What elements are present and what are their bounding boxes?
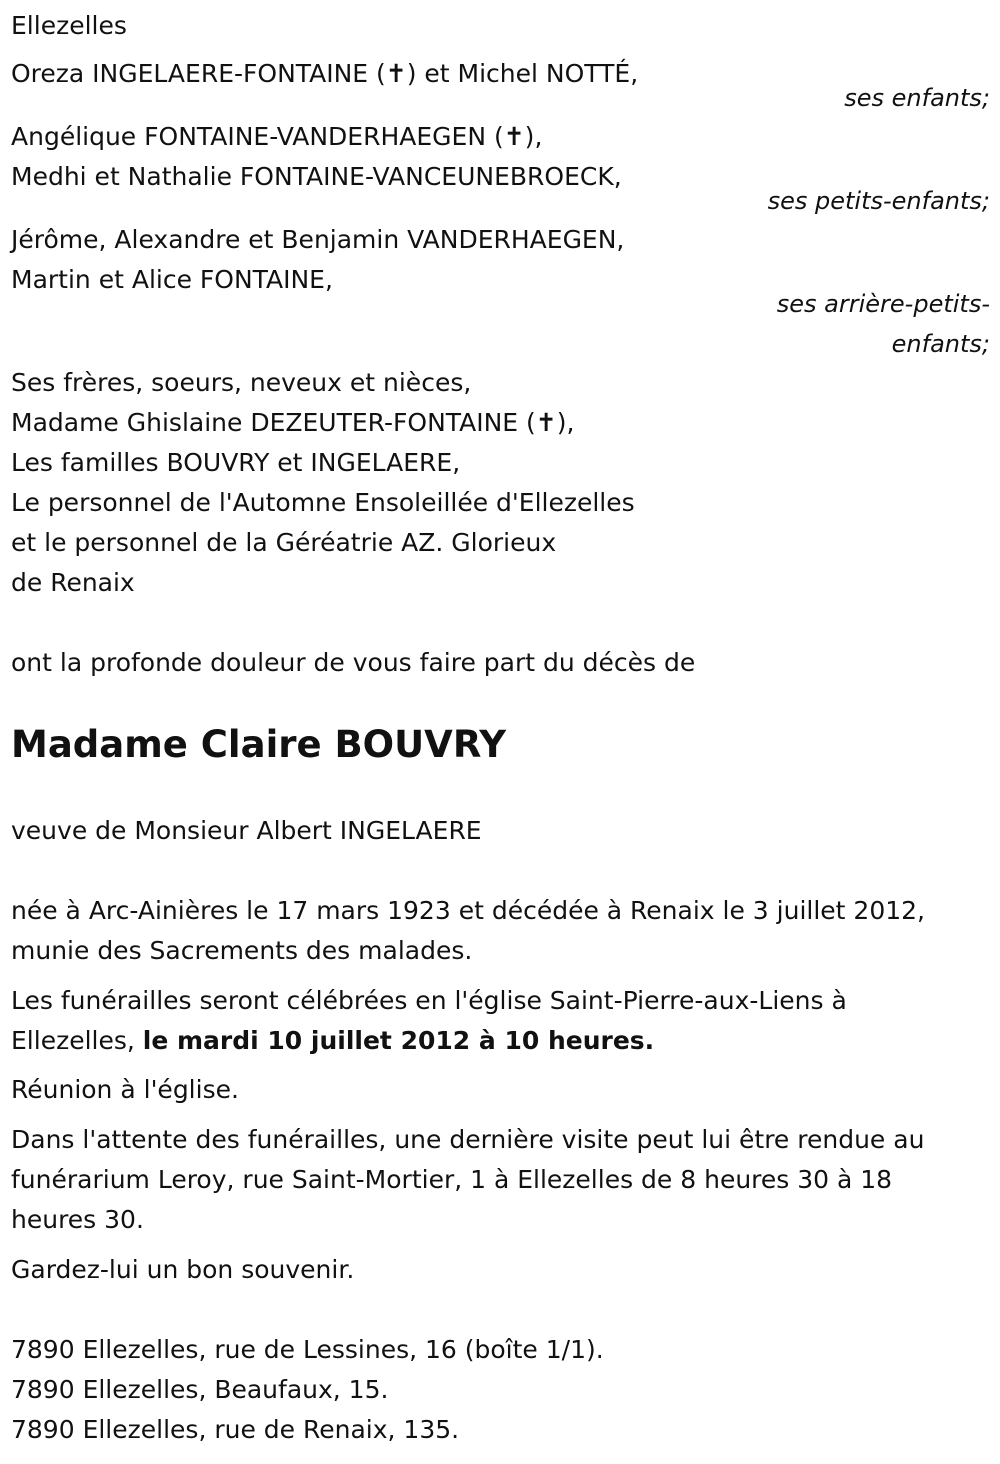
grandchildren-role: ses petits-enfants; [767,187,990,215]
funeral-line-2 [11,1021,654,1061]
visit-line-2: funérarium Leroy, rue Saint-Mortier, 1 à Ellezelles de 8 heures 30 à 18 [11,1165,893,1194]
visit-line-3: heures 30. [11,1205,144,1234]
greatgrandchildren-line-2: Martin et Alice FONTAINE, [11,265,333,294]
greatgrandchildren-role-part-2: enfants; [891,330,990,358]
reunion-text: Réunion à l'église. [11,1075,239,1104]
address-line: 7890 Ellezelles, Beaufaux, 15. [11,1375,389,1404]
funeral-date-time: le mardi 10 juillet 2012 à 10 heures. [142,1026,655,1055]
children-role: ses enfants; [844,84,990,112]
funeral-line-2-prefix: Ellezelles, [11,1026,143,1055]
relatives-line: Ses frères, soeurs, neveux et nièces, [11,368,472,397]
greatgrandchildren-role-part-1: ses arrière-petits- [776,290,990,318]
relatives-line: Les familles BOUVRY et INGELAERE, [11,448,461,477]
relatives-line: Madame Ghislaine DEZEUTER-FONTAINE (✝), [11,408,575,437]
grandchildren-line-1: Angélique FONTAINE-VANDERHAEGEN (✝), [11,122,543,151]
birth-death-line-2: munie des Sacrements des malades. [11,936,473,965]
children-line: Oreza INGELAERE-FONTAINE (✝) et Michel NOTTÉ, [11,59,639,88]
address-line: 7890 Ellezelles, rue de Lessines, 16 (boîte 1/1). [11,1335,604,1364]
grandchildren-line-2: Medhi et Nathalie FONTAINE-VANCEUNEBROECK, [11,162,622,191]
place-heading: Ellezelles [11,11,127,40]
birth-death-line-1: née à Arc-Ainières le 17 mars 1923 et décédée à Renaix le 3 juillet 2012, [11,896,925,925]
relatives-line: et le personnel de la Géréatrie AZ. Glorieux [11,528,557,557]
announcement-text: ont la profonde douleur de vous faire part du décès de [11,648,696,677]
visit-line-1: Dans l'attente des funérailles, une dernière visite peut lui être rendue au [11,1125,925,1154]
deceased-name: Madame Claire BOUVRY [11,723,507,766]
funeral-line-1: Les funérailles seront célébrées en l'église Saint-Pierre-aux-Liens à [11,986,847,1015]
widow-of-text: veuve de Monsieur Albert INGELAERE [11,816,482,845]
souvenir-text: Gardez-lui un bon souvenir. [11,1255,355,1284]
greatgrandchildren-line-1: Jérôme, Alexandre et Benjamin VANDERHAEGEN, [11,225,625,254]
relatives-line: Le personnel de l'Automne Ensoleillée d'Ellezelles [11,488,635,517]
relatives-line: de Renaix [11,568,135,597]
address-line: 7890 Ellezelles, rue de Renaix, 135. [11,1415,460,1444]
